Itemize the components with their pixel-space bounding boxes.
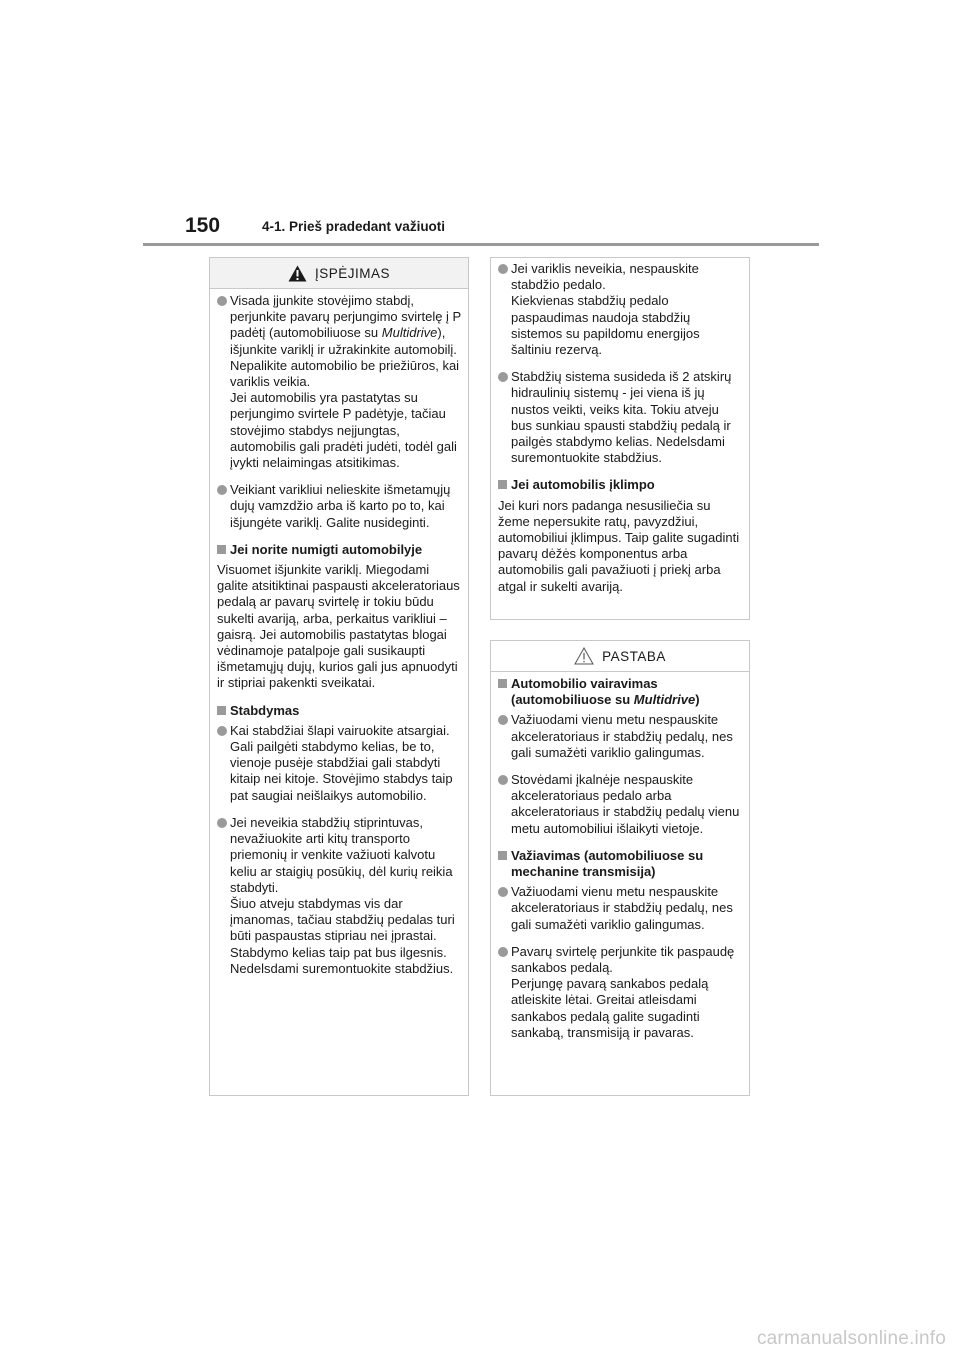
bullet-dot-icon	[217, 296, 227, 306]
bullet-dot-icon	[498, 715, 508, 725]
warning-triangle-icon	[288, 265, 307, 282]
paragraph: Visuomet išjunkite variklį. Miegodami galite atsitiktinai paspausti akceleratoriaus pedalą ar pavarų svirtelę ir tokiu būdu sukelti avariją, arba, perkaitus varikliui – gaisrą. Jei automobilis pastatytas blogai vėdinamoje patalpoje gali susikaupti išmetamųjų dujų, kurios gali jus apnuodyti ir stipriai pakenkti sveikatai.	[217, 562, 460, 691]
notice-box	[490, 640, 750, 1096]
square-bullet-icon	[498, 851, 507, 860]
bullet-text: Stabdžių sistema susideda iš 2 atskirų hidraulinių sistemų - jei viena iš jų nustos veikti, veiks kita. Tokiu atveju bus sunkiau spausti stabdžių pedalą ir pailgės stabdymo kelias. Nedelsdami suremontuokite stabdžius.	[511, 369, 732, 466]
bullet-text: Šiuo atveju stabdymas vis dar įmanomas, tačiau stabdžių pedalas turi būti paspaustas stipriau nei įprastai. Stabdymo kelias taip pat bus ilgesnis. Nedelsdami suremontuokite stabdžius.	[230, 895, 455, 976]
list-item	[498, 369, 743, 466]
bullet-text: Jei neveikia stabdžių stiprintuvas, nevažiuokite arti kitų transporto priemonių ir venkite važiuoti kalvotu keliu ar staigių posūkių, dėl kurių reikia stabdyti.	[230, 814, 453, 895]
subheading	[498, 477, 743, 493]
bullet-text: Pavarų svirtelę perjunkite tik paspaudę sankabos pedalą.	[511, 943, 735, 976]
bullet-text-italic: Multidrive	[381, 325, 438, 341]
bullet-dot-icon	[217, 485, 227, 495]
bullet-dot-icon	[498, 887, 508, 897]
list-item	[498, 712, 743, 761]
bullet-dot-icon	[498, 372, 508, 382]
bullet-text: Kai stabdžiai šlapi vairuokite atsargiai.	[230, 722, 450, 738]
paragraph: Jei kuri nors padanga nesusiliečia su žeme nepersukite ratų, pavyzdžiui, automobiliui įklimpus. Taip galite sugadinti pavarų dėžės komponentus arba automobilis gali pavažiuoti į priekį arba atgal ir sukelti avariją.	[498, 497, 740, 594]
bullet-dot-icon	[498, 264, 508, 274]
subheading	[498, 848, 743, 880]
bullet-text: Stovėdami įkalnėje nespauskite akceleratoriaus pedalo arba akceleratoriaus ir stabdžių pedalų vienu metu automobiliui išlaikyti vietoje.	[511, 772, 740, 836]
list-item	[498, 884, 743, 933]
bullet-text: Gali pailgėti stabdymo kelias, be to, vienoje pusėje stabdžiai gali stabdyti kitaip nei kitoje. Stovėjimo stabdys taip pat saugiai neišlaikys automobilio.	[230, 739, 453, 803]
list-item	[217, 723, 462, 804]
subheading	[217, 703, 462, 719]
bullet-text: ), išjunkite variklį ir užrakinkite automobilį.	[230, 325, 457, 357]
bullet-text: Jei automobilis yra pastatytas su perjungimo svirtele P padėtyje, tačiau stovėjimo stabdys neįjungtas, automobilis gali pradėti judėti, todėl gali įvykti nelaimingas atsitikimas.	[230, 390, 457, 471]
subheading-text: Automobilio vairavimas (automobiliuose su Multidrive)	[511, 676, 700, 708]
notice-triangle-icon	[574, 647, 594, 665]
bullet-text: Važiuodami vienu metu nespauskite akceleratoriaus ir stabdžių pedalų, nes gali sumažėti variklio galingumas.	[511, 884, 733, 932]
subheading	[217, 542, 462, 558]
bullet-text: Perjungę pavarą sankabos pedalą atleiskite lėtai. Greitai atleisdami sankabos pedalą galite sugadinti sankabą, transmisiją ir pavaras.	[511, 976, 709, 1040]
bullet-text: Nepalikite automobilio be priežiūros, kai variklis veikia.	[230, 357, 460, 390]
bullet-dot-icon	[498, 775, 508, 785]
subheading-text: Važiavimas (automobiliuose su mechanine transmisija)	[511, 847, 704, 880]
list-item	[217, 815, 462, 977]
bullet-text: Kiekvienas stabdžių pedalo paspaudimas naudoja stabdžių sistemos su papildomu energijos šaltiniu rezervą.	[511, 293, 700, 358]
warning-header	[210, 258, 468, 289]
list-item	[217, 482, 462, 531]
list-item	[498, 944, 743, 1041]
bullet-dot-icon	[217, 818, 227, 828]
subheading-text: Stabdymas	[230, 702, 300, 718]
page-number: 150	[185, 214, 221, 237]
square-bullet-icon	[217, 706, 226, 715]
square-bullet-icon	[498, 679, 507, 688]
square-bullet-icon	[498, 480, 507, 489]
bullet-text: Važiuodami vienu metu nespauskite akceleratoriaus ir stabdžių pedalų, nes gali sumažėti variklio galingumas.	[511, 712, 733, 760]
watermark: carmanualsonline.info	[756, 1328, 946, 1349]
warning-box	[209, 257, 469, 1096]
bullet-text: Jei variklis neveikia, nespauskite stabdžio pedalo.	[511, 261, 699, 293]
bullet-dot-icon	[217, 726, 227, 736]
subheading	[498, 676, 743, 708]
section-title: 4-1. Prieš pradedant važiuoti	[262, 219, 446, 234]
header-rule	[143, 243, 819, 246]
bullet-dot-icon	[498, 947, 508, 957]
list-item	[217, 293, 462, 471]
warning-title: ĮSPĖJIMAS	[314, 265, 391, 281]
notice-title: PASTABA	[602, 648, 666, 664]
warning-continued-box	[490, 257, 750, 620]
notice-header	[491, 641, 749, 672]
list-item	[498, 261, 743, 358]
list-item	[498, 772, 743, 837]
subheading-text: Jei norite numigti automobilyje	[230, 541, 423, 557]
square-bullet-icon	[217, 545, 226, 554]
subheading-text: Jei automobilis įklimpo	[511, 477, 655, 493]
bullet-text: Visada įjunkite stovėjimo stabdį, perjunkite pavarų perjungimo svirtelę į P padėtį (automobiliuose su	[230, 293, 461, 341]
bullet-text: Veikiant varikliui nelieskite išmetamųjų dujų vamzdžio arba iš karto po to, kai išjungėte variklį. Galite nusideginti.	[230, 482, 451, 530]
